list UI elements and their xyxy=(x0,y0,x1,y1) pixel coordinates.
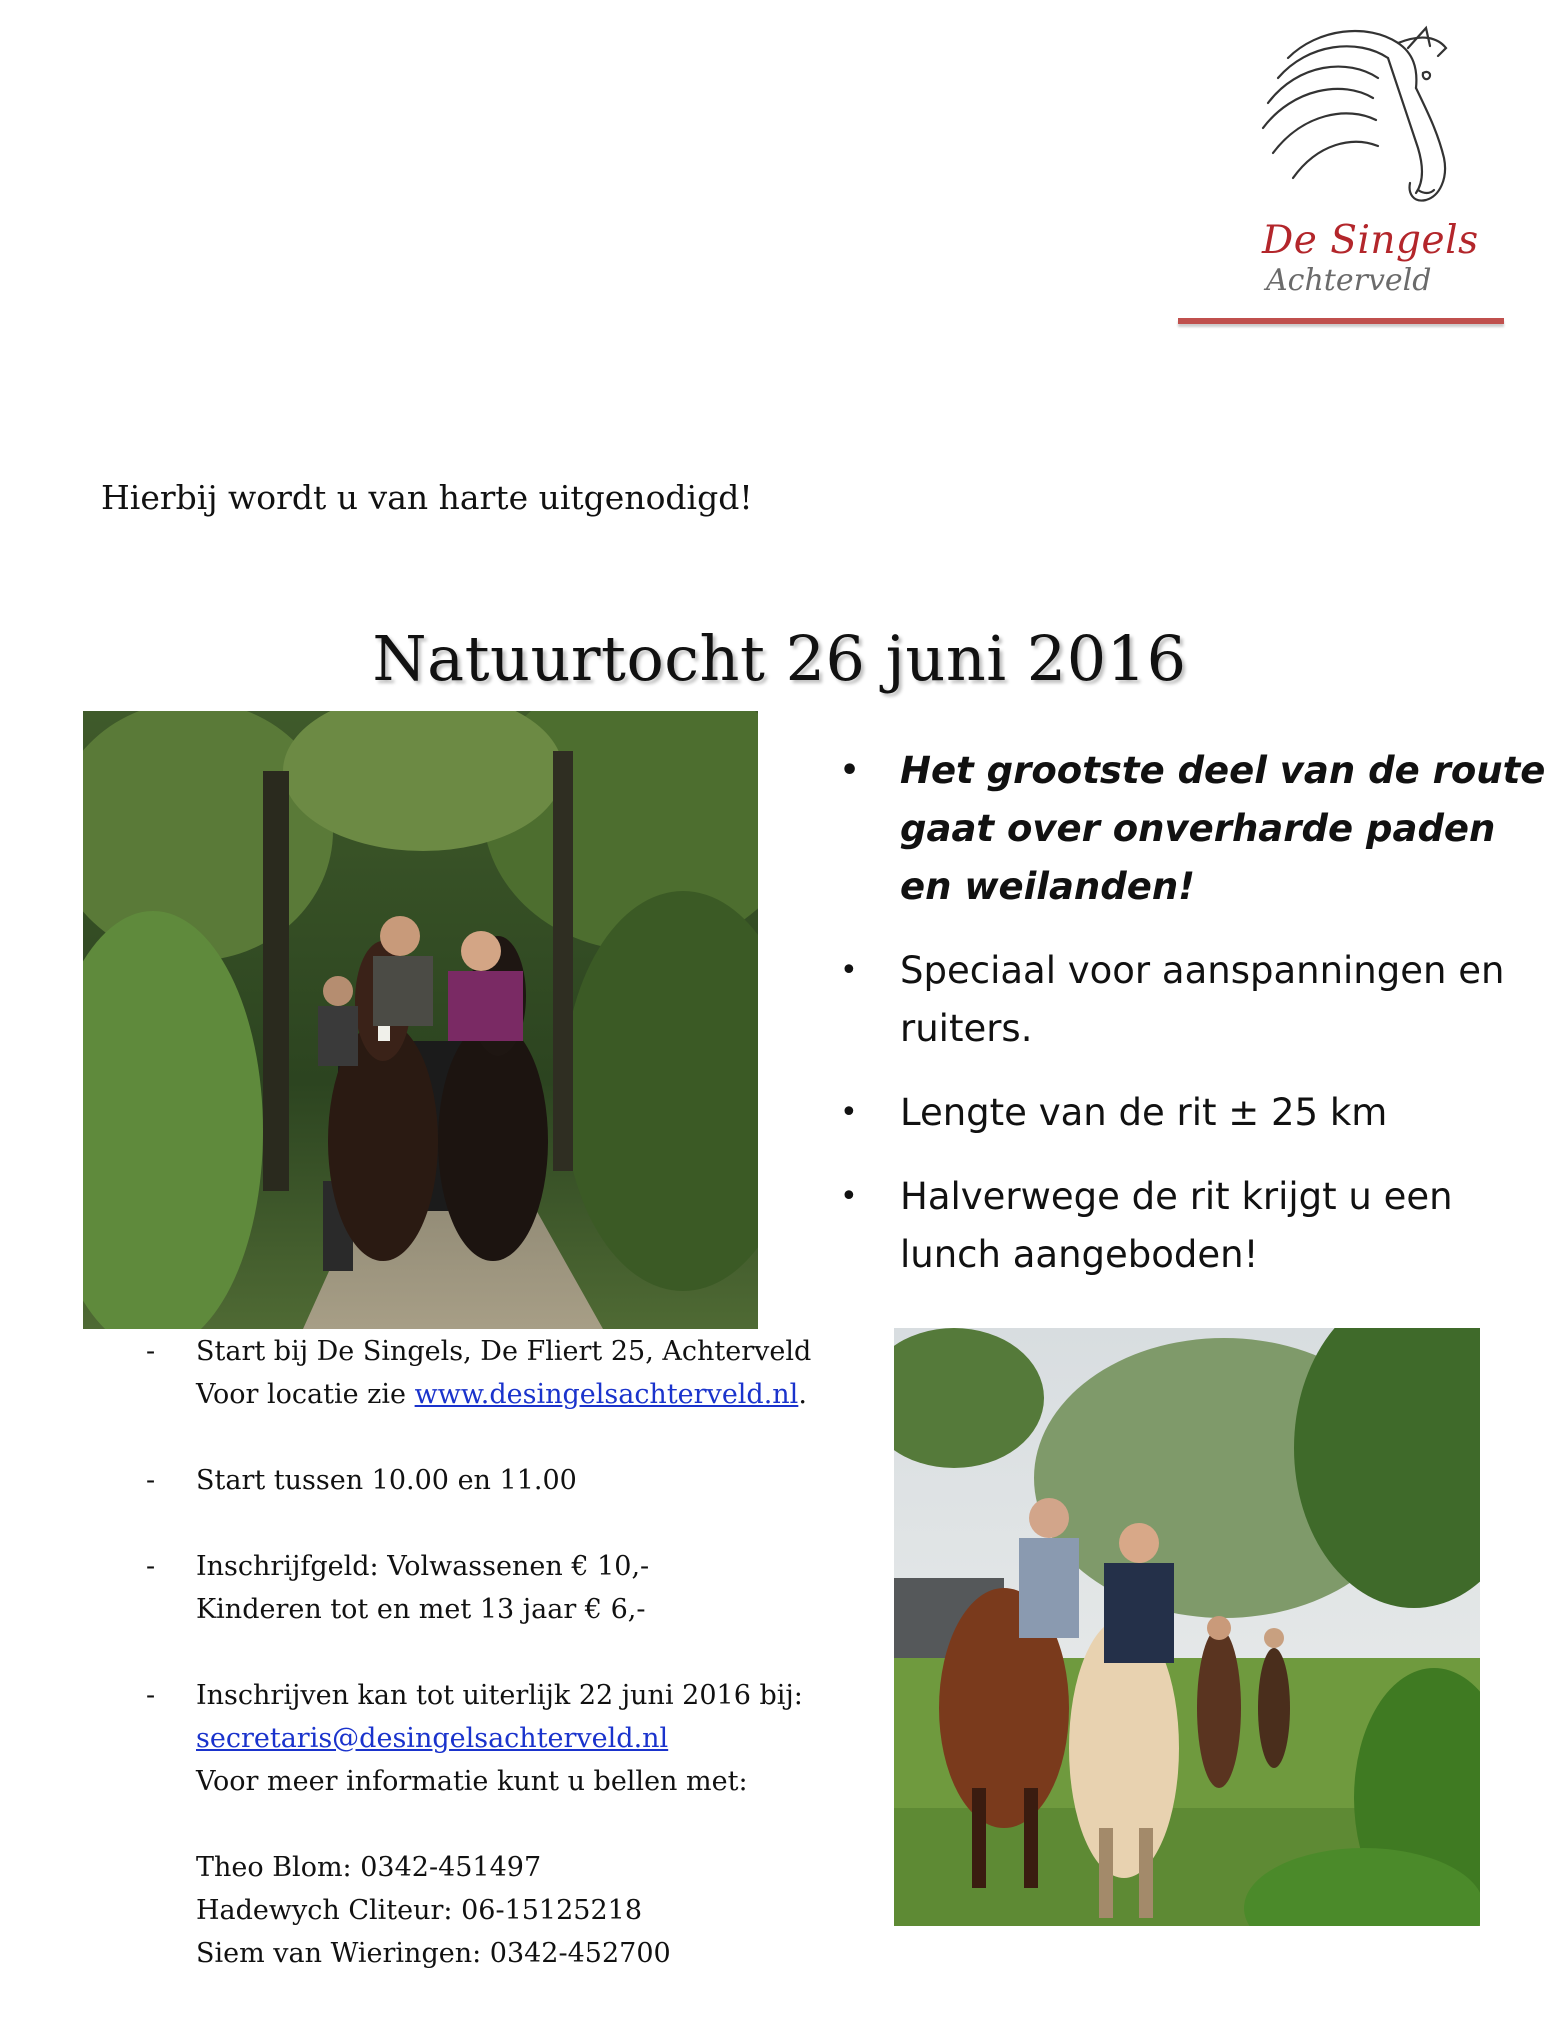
invitation-text: Hierbij wordt u van harte uitgenodigd! xyxy=(101,478,753,517)
dash-marker: - xyxy=(146,1465,156,1496)
details-list xyxy=(146,1330,866,2018)
email-link[interactable]: secretaris@desingelsachterveld.nl xyxy=(196,1723,669,1754)
list-item xyxy=(146,1330,866,1416)
riders-photo xyxy=(894,1328,1480,1926)
contact-line: Theo Blom: 0342-451497 xyxy=(196,1852,542,1883)
contacts xyxy=(196,1846,866,1975)
highlights-list xyxy=(830,742,1550,1310)
contact-line: Hadewych Cliteur: 06-15125218 xyxy=(196,1895,643,1926)
dash-marker: - xyxy=(146,1680,156,1711)
bullet-icon: • xyxy=(840,753,860,788)
contact-line: Siem van Wieringen: 0342-452700 xyxy=(196,1938,671,1969)
list-item: • Lengte van de rit ± 25 km xyxy=(830,1084,1550,1142)
bullet-icon: • xyxy=(840,1179,858,1214)
info-line: Voor meer informatie kunt u bellen met: xyxy=(196,1766,748,1797)
carriage-photo xyxy=(83,711,758,1329)
horse-head-icon xyxy=(1248,18,1458,218)
start-location: Start bij De Singels, De Fliert 25, Achterveld xyxy=(196,1336,812,1367)
list-item xyxy=(146,1459,866,1502)
website-link[interactable]: www.desingelsachterveld.nl xyxy=(414,1379,799,1410)
start-time: Start tussen 10.00 en 11.00 xyxy=(196,1465,577,1496)
brand-divider xyxy=(1178,318,1504,324)
list-item: • Het grootste deel van de route gaat over onverharde paden en weilanden! xyxy=(830,742,1550,916)
bullet-icon: • xyxy=(840,1095,858,1130)
bullet-icon: • xyxy=(840,953,858,988)
page-title: Natuurtocht 26 juni 2016 xyxy=(372,622,1187,695)
brand-name: De Singels xyxy=(1262,218,1479,263)
fee-children: Kinderen tot en met 13 jaar € 6,- xyxy=(196,1594,646,1625)
registration-deadline: Inschrijven kan tot uiterlijk 22 juni 2016 bij: xyxy=(196,1680,803,1711)
list-item xyxy=(146,1545,866,1631)
dash-marker: - xyxy=(146,1551,156,1582)
dash-marker: - xyxy=(146,1336,156,1367)
list-item xyxy=(146,1674,866,1975)
list-item: • Speciaal voor aanspanningen en ruiters. xyxy=(830,942,1550,1058)
fee-adults: Inschrijfgeld: Volwassenen € 10,- xyxy=(196,1551,650,1582)
logo xyxy=(1178,18,1508,338)
brand-subtitle: Achterveld xyxy=(1266,263,1432,298)
location-line: Voor locatie zie www.desingelsachterveld.nl. xyxy=(196,1379,807,1410)
list-item: • Halverwege de rit krijgt u een lunch aangeboden! xyxy=(830,1168,1550,1284)
